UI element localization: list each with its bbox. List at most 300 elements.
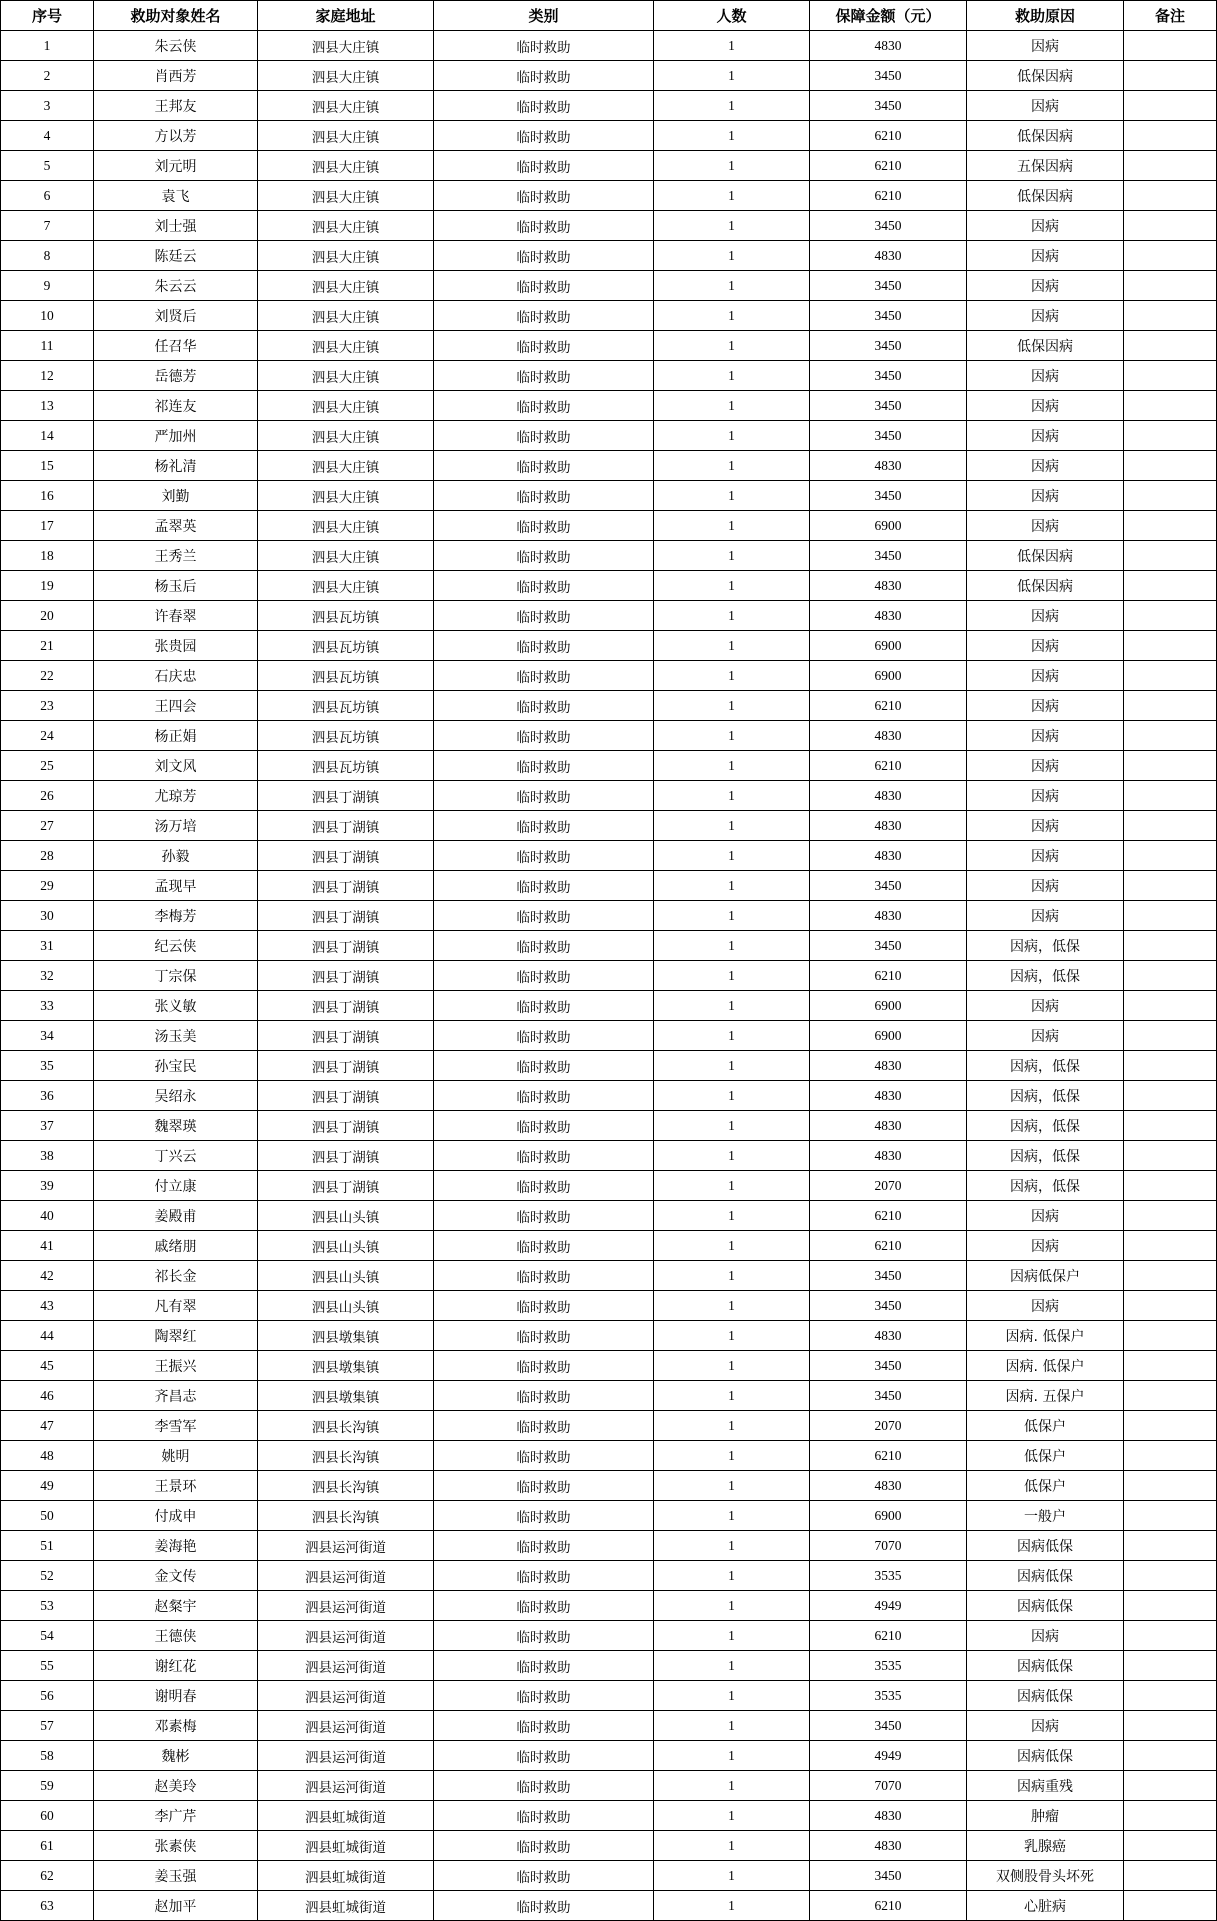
count-cell: 1 xyxy=(654,1081,810,1111)
address-cell: 泗县大庄镇 xyxy=(258,331,434,361)
table-row xyxy=(1,1801,1217,1831)
remark-cell xyxy=(1124,1141,1217,1171)
amount-cell: 6210 xyxy=(810,1231,967,1261)
count-cell: 1 xyxy=(654,1321,810,1351)
table-row xyxy=(1,481,1217,511)
reason-cell: 因病低保 xyxy=(967,1651,1124,1681)
seq-cell: 43 xyxy=(1,1291,94,1321)
table-row xyxy=(1,751,1217,781)
category-cell: 临时救助 xyxy=(434,1051,654,1081)
address-cell: 泗县丁湖镇 xyxy=(258,961,434,991)
seq-cell: 12 xyxy=(1,361,94,391)
table-row xyxy=(1,571,1217,601)
address-cell: 泗县大庄镇 xyxy=(258,151,434,181)
table-row xyxy=(1,1051,1217,1081)
address-cell: 泗县墩集镇 xyxy=(258,1351,434,1381)
table-row xyxy=(1,1501,1217,1531)
count-cell: 1 xyxy=(654,91,810,121)
remark-cell xyxy=(1124,421,1217,451)
reason-cell: 因病 xyxy=(967,271,1124,301)
count-cell: 1 xyxy=(654,691,810,721)
reason-cell: 因病 xyxy=(967,451,1124,481)
amount-cell: 4830 xyxy=(810,721,967,751)
category-cell: 临时救助 xyxy=(434,1201,654,1231)
amount-cell: 3450 xyxy=(810,391,967,421)
seq-cell: 38 xyxy=(1,1141,94,1171)
remark-cell xyxy=(1124,331,1217,361)
amount-cell: 3450 xyxy=(810,211,967,241)
count-cell: 1 xyxy=(654,451,810,481)
name-cell: 丁兴云 xyxy=(94,1141,258,1171)
category-cell: 临时救助 xyxy=(434,241,654,271)
reason-cell: 因病. 低保户 xyxy=(967,1351,1124,1381)
reason-cell: 因病重残 xyxy=(967,1771,1124,1801)
reason-cell: 因病低保 xyxy=(967,1591,1124,1621)
count-cell: 1 xyxy=(654,1831,810,1861)
table-row xyxy=(1,1621,1217,1651)
table-row xyxy=(1,1201,1217,1231)
amount-cell: 6210 xyxy=(810,1621,967,1651)
category-cell: 临时救助 xyxy=(434,1111,654,1141)
table-row xyxy=(1,121,1217,151)
name-cell: 任召华 xyxy=(94,331,258,361)
count-cell: 1 xyxy=(654,1621,810,1651)
remark-cell xyxy=(1124,961,1217,991)
category-cell: 临时救助 xyxy=(434,1381,654,1411)
amount-cell: 3450 xyxy=(810,1381,967,1411)
address-cell: 泗县丁湖镇 xyxy=(258,931,434,961)
reason-cell: 因病 xyxy=(967,811,1124,841)
count-cell: 1 xyxy=(654,421,810,451)
table-row xyxy=(1,1831,1217,1861)
table-row xyxy=(1,391,1217,421)
amount-cell: 3535 xyxy=(810,1651,967,1681)
table-row xyxy=(1,61,1217,91)
amount-cell: 3450 xyxy=(810,61,967,91)
reason-cell: 因病 xyxy=(967,241,1124,271)
amount-cell: 3450 xyxy=(810,91,967,121)
category-cell: 临时救助 xyxy=(434,1681,654,1711)
remark-cell xyxy=(1124,1441,1217,1471)
remark-cell xyxy=(1124,1891,1217,1921)
amount-cell: 3450 xyxy=(810,421,967,451)
name-cell: 方以芳 xyxy=(94,121,258,151)
reason-cell: 因病 xyxy=(967,361,1124,391)
count-cell: 1 xyxy=(654,481,810,511)
seq-cell: 42 xyxy=(1,1261,94,1291)
address-cell: 泗县瓦坊镇 xyxy=(258,751,434,781)
table-row xyxy=(1,1681,1217,1711)
count-cell: 1 xyxy=(654,541,810,571)
seq-cell: 4 xyxy=(1,121,94,151)
remark-cell xyxy=(1124,151,1217,181)
amount-cell: 3450 xyxy=(810,331,967,361)
reason-cell: 因病，低保 xyxy=(967,1141,1124,1171)
amount-cell: 7070 xyxy=(810,1531,967,1561)
category-cell: 临时救助 xyxy=(434,1771,654,1801)
table-body xyxy=(1,31,1217,1921)
amount-cell: 7070 xyxy=(810,1771,967,1801)
seq-cell: 55 xyxy=(1,1651,94,1681)
table-row xyxy=(1,271,1217,301)
address-cell: 泗县山头镇 xyxy=(258,1201,434,1231)
address-cell: 泗县丁湖镇 xyxy=(258,1051,434,1081)
table-row xyxy=(1,1081,1217,1111)
address-cell: 泗县山头镇 xyxy=(258,1291,434,1321)
category-cell: 临时救助 xyxy=(434,1651,654,1681)
name-cell: 刘勤 xyxy=(94,481,258,511)
seq-cell: 18 xyxy=(1,541,94,571)
count-cell: 1 xyxy=(654,901,810,931)
count-cell: 1 xyxy=(654,841,810,871)
amount-cell: 3450 xyxy=(810,1861,967,1891)
address-cell: 泗县运河街道 xyxy=(258,1711,434,1741)
header-seq: 序号 xyxy=(1,1,94,31)
amount-cell: 6210 xyxy=(810,1201,967,1231)
header-category: 类别 xyxy=(434,1,654,31)
address-cell: 泗县大庄镇 xyxy=(258,31,434,61)
remark-cell xyxy=(1124,781,1217,811)
reason-cell: 因病低保户 xyxy=(967,1261,1124,1291)
amount-cell: 4830 xyxy=(810,571,967,601)
remark-cell xyxy=(1124,1051,1217,1081)
category-cell: 临时救助 xyxy=(434,871,654,901)
reason-cell: 因病，低保 xyxy=(967,1171,1124,1201)
reason-cell: 因病 xyxy=(967,871,1124,901)
remark-cell xyxy=(1124,1411,1217,1441)
count-cell: 1 xyxy=(654,1141,810,1171)
name-cell: 王景环 xyxy=(94,1471,258,1501)
reason-cell: 因病 xyxy=(967,601,1124,631)
count-cell: 1 xyxy=(654,1231,810,1261)
count-cell: 1 xyxy=(654,1051,810,1081)
address-cell: 泗县丁湖镇 xyxy=(258,781,434,811)
table-row xyxy=(1,1471,1217,1501)
table-row xyxy=(1,1711,1217,1741)
category-cell: 临时救助 xyxy=(434,721,654,751)
amount-cell: 4830 xyxy=(810,1081,967,1111)
amount-cell: 6210 xyxy=(810,691,967,721)
count-cell: 1 xyxy=(654,1861,810,1891)
category-cell: 临时救助 xyxy=(434,1441,654,1471)
category-cell: 临时救助 xyxy=(434,1561,654,1591)
amount-cell: 3450 xyxy=(810,271,967,301)
remark-cell xyxy=(1124,1321,1217,1351)
reason-cell: 低保因病 xyxy=(967,121,1124,151)
count-cell: 1 xyxy=(654,991,810,1021)
remark-cell xyxy=(1124,901,1217,931)
reason-cell: 因病 xyxy=(967,91,1124,121)
remark-cell xyxy=(1124,211,1217,241)
count-cell: 1 xyxy=(654,121,810,151)
amount-cell: 6210 xyxy=(810,1891,967,1921)
name-cell: 金文传 xyxy=(94,1561,258,1591)
reason-cell: 因病 xyxy=(967,751,1124,781)
amount-cell: 3450 xyxy=(810,1351,967,1381)
name-cell: 吴绍永 xyxy=(94,1081,258,1111)
name-cell: 王德侠 xyxy=(94,1621,258,1651)
seq-cell: 35 xyxy=(1,1051,94,1081)
count-cell: 1 xyxy=(654,211,810,241)
remark-cell xyxy=(1124,1501,1217,1531)
seq-cell: 9 xyxy=(1,271,94,301)
category-cell: 临时救助 xyxy=(434,781,654,811)
remark-cell xyxy=(1124,1861,1217,1891)
count-cell: 1 xyxy=(654,1801,810,1831)
address-cell: 泗县丁湖镇 xyxy=(258,901,434,931)
remark-cell xyxy=(1124,1531,1217,1561)
name-cell: 张素侠 xyxy=(94,1831,258,1861)
seq-cell: 39 xyxy=(1,1171,94,1201)
count-cell: 1 xyxy=(654,1021,810,1051)
reason-cell: 一般户 xyxy=(967,1501,1124,1531)
name-cell: 刘贤后 xyxy=(94,301,258,331)
remark-cell xyxy=(1124,241,1217,271)
table-row xyxy=(1,991,1217,1021)
remark-cell xyxy=(1124,1801,1217,1831)
reason-cell: 因病. 低保户 xyxy=(967,1321,1124,1351)
count-cell: 1 xyxy=(654,61,810,91)
reason-cell: 因病 xyxy=(967,691,1124,721)
remark-cell xyxy=(1124,451,1217,481)
header-remark: 备注 xyxy=(1124,1,1217,31)
reason-cell: 低保因病 xyxy=(967,571,1124,601)
reason-cell: 低保户 xyxy=(967,1411,1124,1441)
count-cell: 1 xyxy=(654,1891,810,1921)
table-row xyxy=(1,1441,1217,1471)
category-cell: 临时救助 xyxy=(434,631,654,661)
seq-cell: 15 xyxy=(1,451,94,481)
table-row xyxy=(1,361,1217,391)
amount-cell: 2070 xyxy=(810,1411,967,1441)
name-cell: 汤玉美 xyxy=(94,1021,258,1051)
address-cell: 泗县大庄镇 xyxy=(258,121,434,151)
amount-cell: 4830 xyxy=(810,1471,967,1501)
name-cell: 付成申 xyxy=(94,1501,258,1531)
seq-cell: 26 xyxy=(1,781,94,811)
remark-cell xyxy=(1124,1291,1217,1321)
seq-cell: 28 xyxy=(1,841,94,871)
reason-cell: 心脏病 xyxy=(967,1891,1124,1921)
address-cell: 泗县丁湖镇 xyxy=(258,991,434,1021)
remark-cell xyxy=(1124,1201,1217,1231)
count-cell: 1 xyxy=(654,661,810,691)
category-cell: 临时救助 xyxy=(434,151,654,181)
count-cell: 1 xyxy=(654,961,810,991)
amount-cell: 3535 xyxy=(810,1561,967,1591)
category-cell: 临时救助 xyxy=(434,1831,654,1861)
remark-cell xyxy=(1124,1681,1217,1711)
address-cell: 泗县长沟镇 xyxy=(258,1411,434,1441)
category-cell: 临时救助 xyxy=(434,1501,654,1531)
name-cell: 孟翠英 xyxy=(94,511,258,541)
seq-cell: 20 xyxy=(1,601,94,631)
reason-cell: 因病，低保 xyxy=(967,931,1124,961)
category-cell: 临时救助 xyxy=(434,931,654,961)
address-cell: 泗县运河街道 xyxy=(258,1651,434,1681)
reason-cell: 因病 xyxy=(967,481,1124,511)
amount-cell: 6210 xyxy=(810,751,967,781)
amount-cell: 4830 xyxy=(810,1831,967,1861)
table-row xyxy=(1,871,1217,901)
remark-cell xyxy=(1124,601,1217,631)
seq-cell: 41 xyxy=(1,1231,94,1261)
name-cell: 戚绪朋 xyxy=(94,1231,258,1261)
seq-cell: 16 xyxy=(1,481,94,511)
remark-cell xyxy=(1124,931,1217,961)
name-cell: 朱云云 xyxy=(94,271,258,301)
seq-cell: 58 xyxy=(1,1741,94,1771)
name-cell: 赵美玲 xyxy=(94,1771,258,1801)
category-cell: 临时救助 xyxy=(434,1861,654,1891)
name-cell: 姜海艳 xyxy=(94,1531,258,1561)
seq-cell: 59 xyxy=(1,1771,94,1801)
seq-cell: 46 xyxy=(1,1381,94,1411)
remark-cell xyxy=(1124,1381,1217,1411)
category-cell: 临时救助 xyxy=(434,481,654,511)
name-cell: 付立康 xyxy=(94,1171,258,1201)
header-reason: 救助原因 xyxy=(967,1,1124,31)
count-cell: 1 xyxy=(654,1261,810,1291)
reason-cell: 因病 xyxy=(967,1201,1124,1231)
remark-cell xyxy=(1124,511,1217,541)
amount-cell: 3450 xyxy=(810,1291,967,1321)
amount-cell: 3450 xyxy=(810,541,967,571)
amount-cell: 4830 xyxy=(810,601,967,631)
name-cell: 严加州 xyxy=(94,421,258,451)
amount-cell: 6900 xyxy=(810,631,967,661)
reason-cell: 因病 xyxy=(967,1291,1124,1321)
table-row xyxy=(1,631,1217,661)
name-cell: 杨玉后 xyxy=(94,571,258,601)
remark-cell xyxy=(1124,361,1217,391)
seq-cell: 7 xyxy=(1,211,94,241)
remark-cell xyxy=(1124,61,1217,91)
count-cell: 1 xyxy=(654,1381,810,1411)
category-cell: 临时救助 xyxy=(434,91,654,121)
count-cell: 1 xyxy=(654,1111,810,1141)
count-cell: 1 xyxy=(654,781,810,811)
name-cell: 李广芹 xyxy=(94,1801,258,1831)
seq-cell: 61 xyxy=(1,1831,94,1861)
category-cell: 临时救助 xyxy=(434,271,654,301)
address-cell: 泗县长沟镇 xyxy=(258,1501,434,1531)
category-cell: 临时救助 xyxy=(434,1621,654,1651)
category-cell: 临时救助 xyxy=(434,1171,654,1201)
reason-cell: 因病，低保 xyxy=(967,1051,1124,1081)
address-cell: 泗县虹城街道 xyxy=(258,1801,434,1831)
category-cell: 临时救助 xyxy=(434,961,654,991)
address-cell: 泗县丁湖镇 xyxy=(258,1021,434,1051)
category-cell: 临时救助 xyxy=(434,451,654,481)
address-cell: 泗县运河街道 xyxy=(258,1681,434,1711)
table-row xyxy=(1,811,1217,841)
seq-cell: 50 xyxy=(1,1501,94,1531)
name-cell: 姜玉强 xyxy=(94,1861,258,1891)
amount-cell: 3450 xyxy=(810,1261,967,1291)
seq-cell: 62 xyxy=(1,1861,94,1891)
name-cell: 肖西芳 xyxy=(94,61,258,91)
reason-cell: 因病低保 xyxy=(967,1561,1124,1591)
count-cell: 1 xyxy=(654,511,810,541)
reason-cell: 乳腺癌 xyxy=(967,1831,1124,1861)
table-row xyxy=(1,1261,1217,1291)
table-row xyxy=(1,91,1217,121)
remark-cell xyxy=(1124,661,1217,691)
table-row xyxy=(1,1861,1217,1891)
amount-cell: 6900 xyxy=(810,1021,967,1051)
reason-cell: 因病. 五保户 xyxy=(967,1381,1124,1411)
amount-cell: 4949 xyxy=(810,1591,967,1621)
category-cell: 临时救助 xyxy=(434,421,654,451)
reason-cell: 因病低保 xyxy=(967,1531,1124,1561)
reason-cell: 因病，低保 xyxy=(967,1111,1124,1141)
remark-cell xyxy=(1124,91,1217,121)
name-cell: 邓素梅 xyxy=(94,1711,258,1741)
category-cell: 临时救助 xyxy=(434,31,654,61)
amount-cell: 3450 xyxy=(810,871,967,901)
table-row xyxy=(1,1531,1217,1561)
table-row xyxy=(1,1771,1217,1801)
remark-cell xyxy=(1124,1351,1217,1381)
count-cell: 1 xyxy=(654,1771,810,1801)
name-cell: 朱云侠 xyxy=(94,31,258,61)
category-cell: 临时救助 xyxy=(434,301,654,331)
count-cell: 1 xyxy=(654,361,810,391)
name-cell: 袁飞 xyxy=(94,181,258,211)
amount-cell: 4830 xyxy=(810,1051,967,1081)
name-cell: 孙宝民 xyxy=(94,1051,258,1081)
address-cell: 泗县大庄镇 xyxy=(258,361,434,391)
amount-cell: 2070 xyxy=(810,1171,967,1201)
amount-cell: 4830 xyxy=(810,1141,967,1171)
reason-cell: 低保因病 xyxy=(967,331,1124,361)
name-cell: 杨礼清 xyxy=(94,451,258,481)
name-cell: 魏翠瑛 xyxy=(94,1111,258,1141)
table-row xyxy=(1,691,1217,721)
seq-cell: 37 xyxy=(1,1111,94,1141)
count-cell: 1 xyxy=(654,1411,810,1441)
name-cell: 齐昌志 xyxy=(94,1381,258,1411)
remark-cell xyxy=(1124,1111,1217,1141)
name-cell: 谢红花 xyxy=(94,1651,258,1681)
remark-cell xyxy=(1124,811,1217,841)
amount-cell: 3450 xyxy=(810,931,967,961)
remark-cell xyxy=(1124,871,1217,901)
name-cell: 张贵园 xyxy=(94,631,258,661)
category-cell: 临时救助 xyxy=(434,1801,654,1831)
category-cell: 临时救助 xyxy=(434,1231,654,1261)
name-cell: 祁长金 xyxy=(94,1261,258,1291)
remark-cell xyxy=(1124,1171,1217,1201)
category-cell: 临时救助 xyxy=(434,1711,654,1741)
table-row xyxy=(1,1351,1217,1381)
table-row xyxy=(1,1651,1217,1681)
table-row xyxy=(1,1291,1217,1321)
name-cell: 魏彬 xyxy=(94,1741,258,1771)
reason-cell: 因病 xyxy=(967,391,1124,421)
reason-cell: 低保户 xyxy=(967,1441,1124,1471)
count-cell: 1 xyxy=(654,31,810,61)
amount-cell: 6900 xyxy=(810,661,967,691)
address-cell: 泗县大庄镇 xyxy=(258,481,434,511)
table-row xyxy=(1,1591,1217,1621)
remark-cell xyxy=(1124,991,1217,1021)
seq-cell: 31 xyxy=(1,931,94,961)
address-cell: 泗县瓦坊镇 xyxy=(258,601,434,631)
reason-cell: 因病 xyxy=(967,721,1124,751)
seq-cell: 63 xyxy=(1,1891,94,1921)
